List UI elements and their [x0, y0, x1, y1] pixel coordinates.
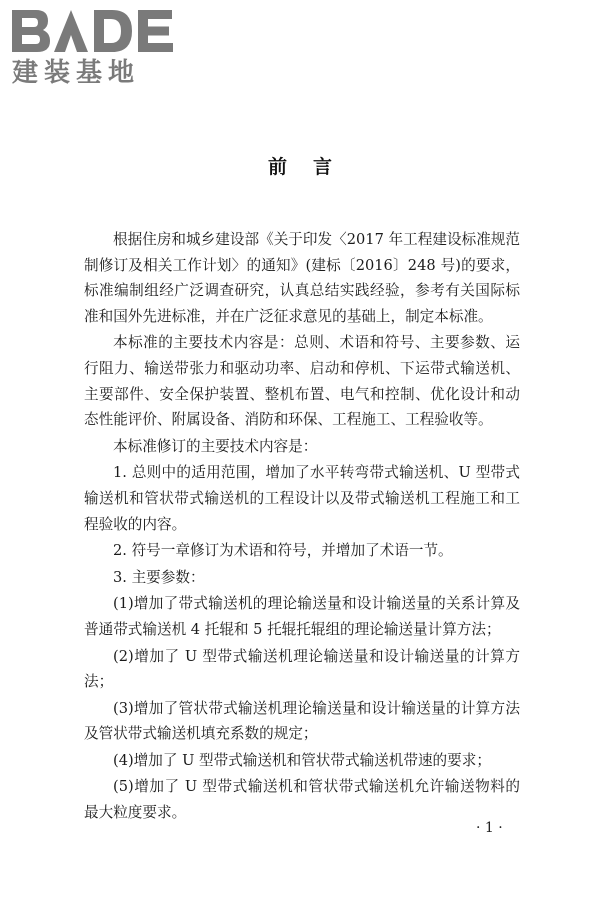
- list-item-parameters: 3. 主要参数：: [113, 568, 205, 586]
- page-number: · 1 ·: [476, 820, 503, 836]
- page-title: 前言: [267, 156, 358, 178]
- paragraph-intro: 根据住房和城乡建设部《关于印发〈2017 年工程建设标准规范制修订及相关工作计划〉的通知》(建标〔2016〕248 号)的要求，标准编制组经广泛调查研究，认真总结实践经验，参考有关国际标准和国外先进标准，并在广泛征求意见的基础上，制定本标准。: [84, 231, 520, 325]
- logo-subtitle: 建装基地: [12, 58, 141, 88]
- paragraph-main-content: 本标准的主要技术内容是：总则、术语和符号、主要参数、运行阻力、输送带张力和驱动功率、启动和停机、下运带式输送机、主要部件、安全保护装置、整机布置、电气和控制、优化设计和动态性能评价、附属设备、消防和环保、工程施工、工程验收等。: [84, 334, 520, 429]
- list-item-symbols: 2. 符号一章修订为术语和符号，并增加了术语一节。: [113, 542, 453, 560]
- paragraph-revision-heading: 本标准修订的主要技术内容是：: [113, 437, 318, 455]
- sub-item-5: (5)增加了 U 型带式输送机和管状带式输送机允许输送物料的最大粒度要求。: [84, 778, 520, 822]
- bade-logo-wordmark: [8, 6, 178, 56]
- list-item-scope: 1. 总则中的适用范围，增加了水平转弯带式输送机、U 型带式输送机和管状带式输送机的工程设计以及带式输送机工程施工和工程验收的内容。: [84, 464, 520, 533]
- sub-item-4: (4)增加了 U 型带式输送机和管状带式输送机带速的要求；: [113, 751, 491, 769]
- sub-item-3: (3)增加了管状带式输送机理论输送量和设计输送量的计算方法及管状带式输送机填充系数的规定；: [84, 699, 520, 743]
- sub-item-1: (1)增加了带式输送机的理论输送量和设计输送量的关系计算及普通带式输送机 4 托辊和 5 托辊托辊组的理论输送量计算方法；: [84, 595, 520, 638]
- sub-item-2: (2)增加了 U 型带式输送机理论输送量和设计输送量的计算方法；: [84, 647, 520, 691]
- document-body: [84, 227, 520, 827]
